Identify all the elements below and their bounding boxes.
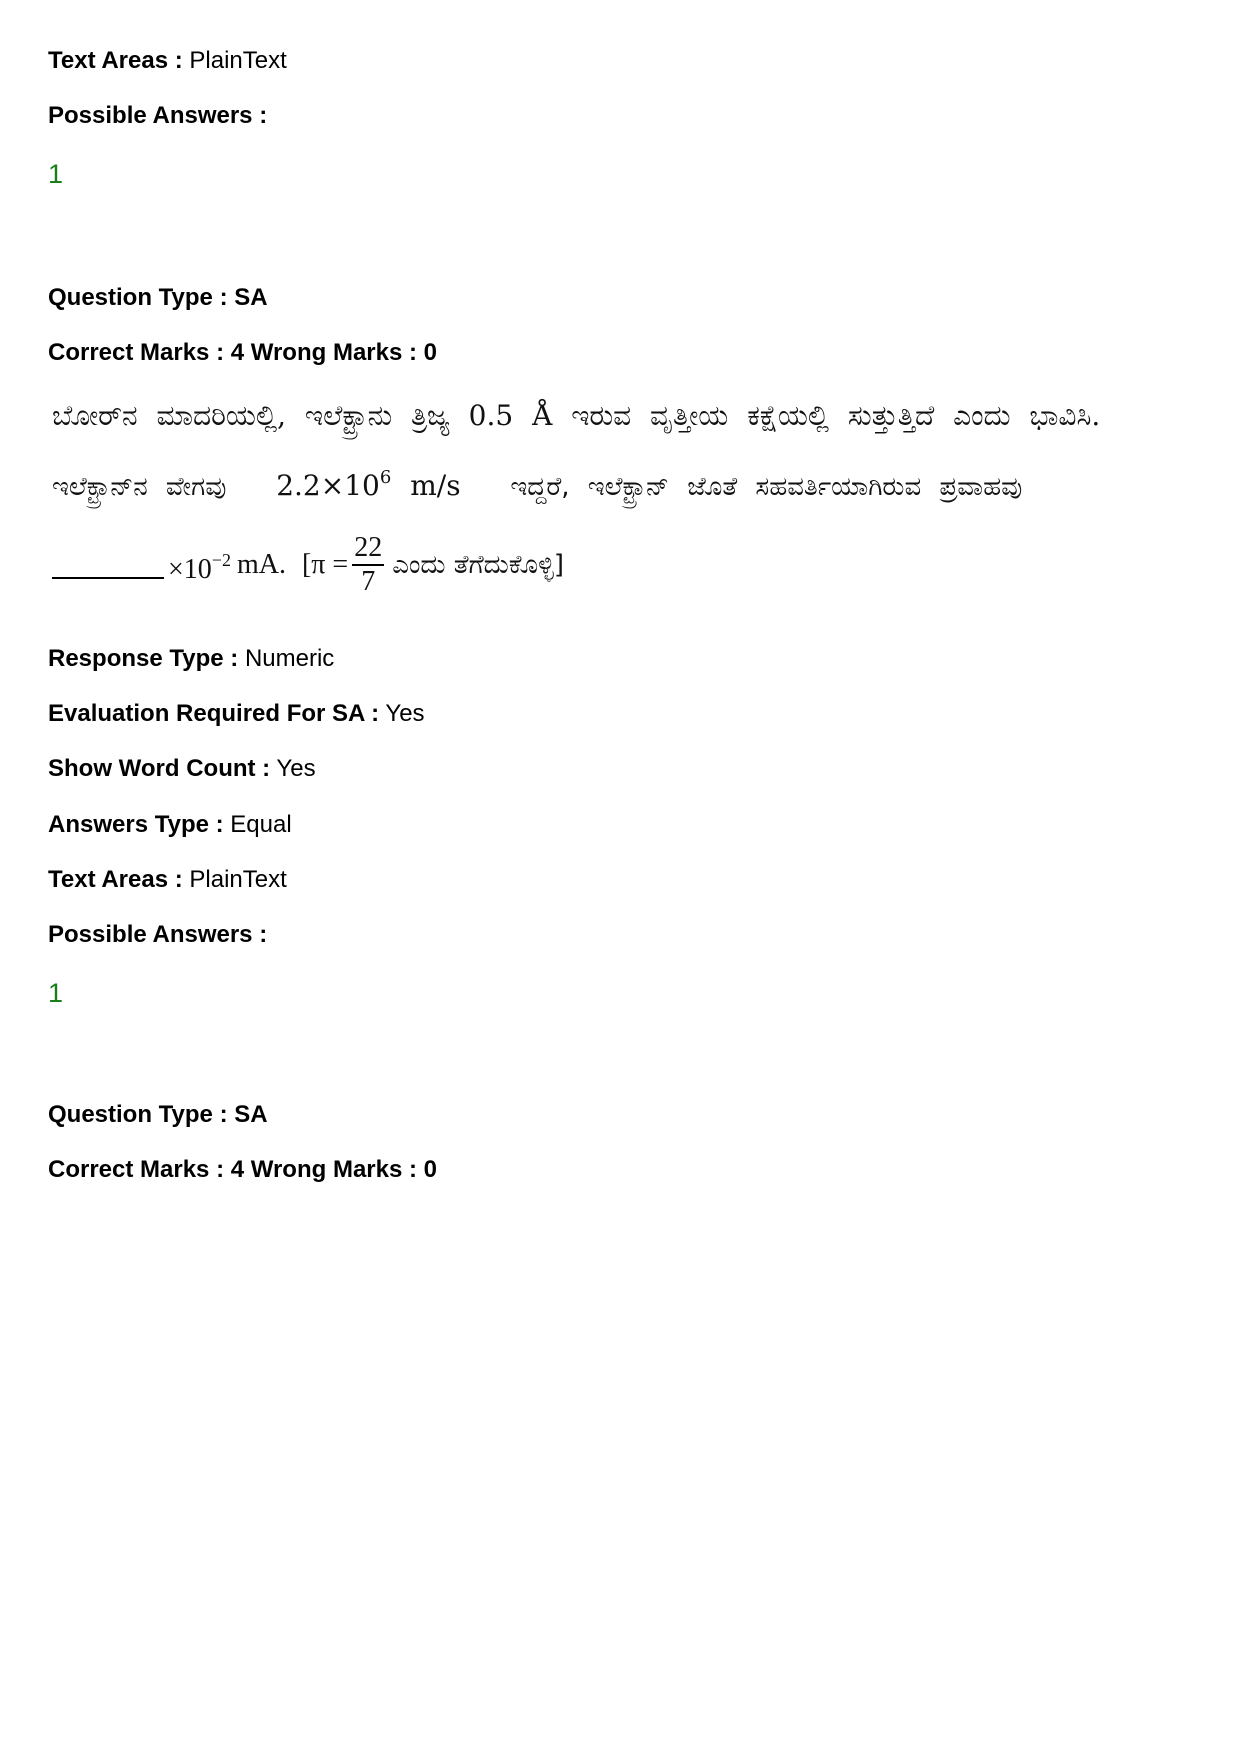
text-areas-row	[48, 46, 287, 76]
pi-fraction	[352, 532, 384, 598]
question-text-line-2	[52, 460, 1022, 505]
text-areas-label: Text Areas :	[48, 866, 183, 893]
possible-answers-label: Possible Answers :	[48, 921, 268, 948]
current-multiplier	[168, 542, 231, 588]
current-unit: mA.	[236, 549, 286, 580]
fraction-numerator: 22	[352, 532, 384, 566]
electron-speed	[276, 469, 391, 502]
question-type-value: SA	[234, 284, 268, 311]
answer-blank	[52, 551, 164, 579]
possible-answers-label: Possible Answers :	[48, 102, 268, 129]
question-type-value: SA	[234, 1101, 268, 1128]
speed-exponent: 6	[379, 467, 392, 488]
marks-row	[48, 338, 437, 368]
fraction-denominator: 7	[361, 566, 376, 597]
pi-bracket: [π =	[301, 549, 349, 580]
marks-row	[48, 1155, 437, 1185]
question-type-label: Question Type :	[48, 1101, 228, 1128]
possible-answer-value: 1	[48, 978, 64, 1008]
text-areas-value: PlainText	[189, 866, 287, 893]
evaluation-label: Evaluation Required For SA :	[48, 700, 380, 727]
speed-mantissa: 2.2×10	[276, 469, 380, 502]
question-text-part: ಇಲೆಕ್ಟ್ರಾನ್‌ನ ವೇಗವು	[52, 472, 227, 502]
word-count-row	[48, 754, 316, 784]
question-type-row	[48, 1100, 268, 1130]
word-count-label: Show Word Count :	[48, 755, 271, 782]
question-text-line-3	[52, 532, 564, 598]
evaluation-row	[48, 699, 425, 729]
answers-type-row	[48, 810, 292, 840]
text-areas-value: PlainText	[189, 47, 287, 74]
response-type-row	[48, 644, 334, 674]
multiplier-base: ×10	[168, 554, 212, 585]
possible-answer-value: 1	[48, 159, 64, 189]
text-areas-row	[48, 865, 287, 895]
possible-answers-row	[48, 920, 267, 950]
response-type-label: Response Type :	[48, 645, 239, 672]
word-count-value: Yes	[276, 755, 316, 782]
speed-unit: m/s	[410, 469, 461, 502]
answers-type-label: Answers Type :	[48, 811, 224, 838]
pi-note: ಎಂದು ತೆಗೆದುಕೊಳ್ಳಿ]	[392, 550, 565, 580]
question-text-line-1: ಬೋರ್‌ನ ಮಾದರಿಯಲ್ಲಿ, ಇಲೆಕ್ಟ್ರಾನು ತ್ರಿಜ್ಯ 0.5 Å ಇರುವ ವೃತ್ತೀಯ ಕಕ್ಷೆಯಲ್ಲಿ ಸುತ್ತುತ್ತಿದೆ ಎಂದು ಭಾವಿಸಿ.	[52, 399, 1101, 432]
answers-type-value: Equal	[230, 811, 292, 838]
question-text-part: ಇದ್ದರೆ, ಇಲೆಕ್ಟ್ರಾನ್ ಜೊತೆ ಸಹವರ್ತಿಯಾಗಿರುವ ಪ್ರವಾಹವು	[510, 472, 1023, 502]
marks-text: Correct Marks : 4 Wrong Marks : 0	[48, 339, 438, 366]
question-type-label: Question Type :	[48, 284, 228, 311]
evaluation-value: Yes	[385, 700, 425, 727]
multiplier-exponent: −2	[211, 550, 231, 570]
text-areas-label: Text Areas :	[48, 47, 183, 74]
question-type-row	[48, 283, 268, 313]
marks-text: Correct Marks : 4 Wrong Marks : 0	[48, 1156, 438, 1183]
possible-answers-row	[48, 101, 267, 131]
response-type-value: Numeric	[244, 645, 335, 672]
